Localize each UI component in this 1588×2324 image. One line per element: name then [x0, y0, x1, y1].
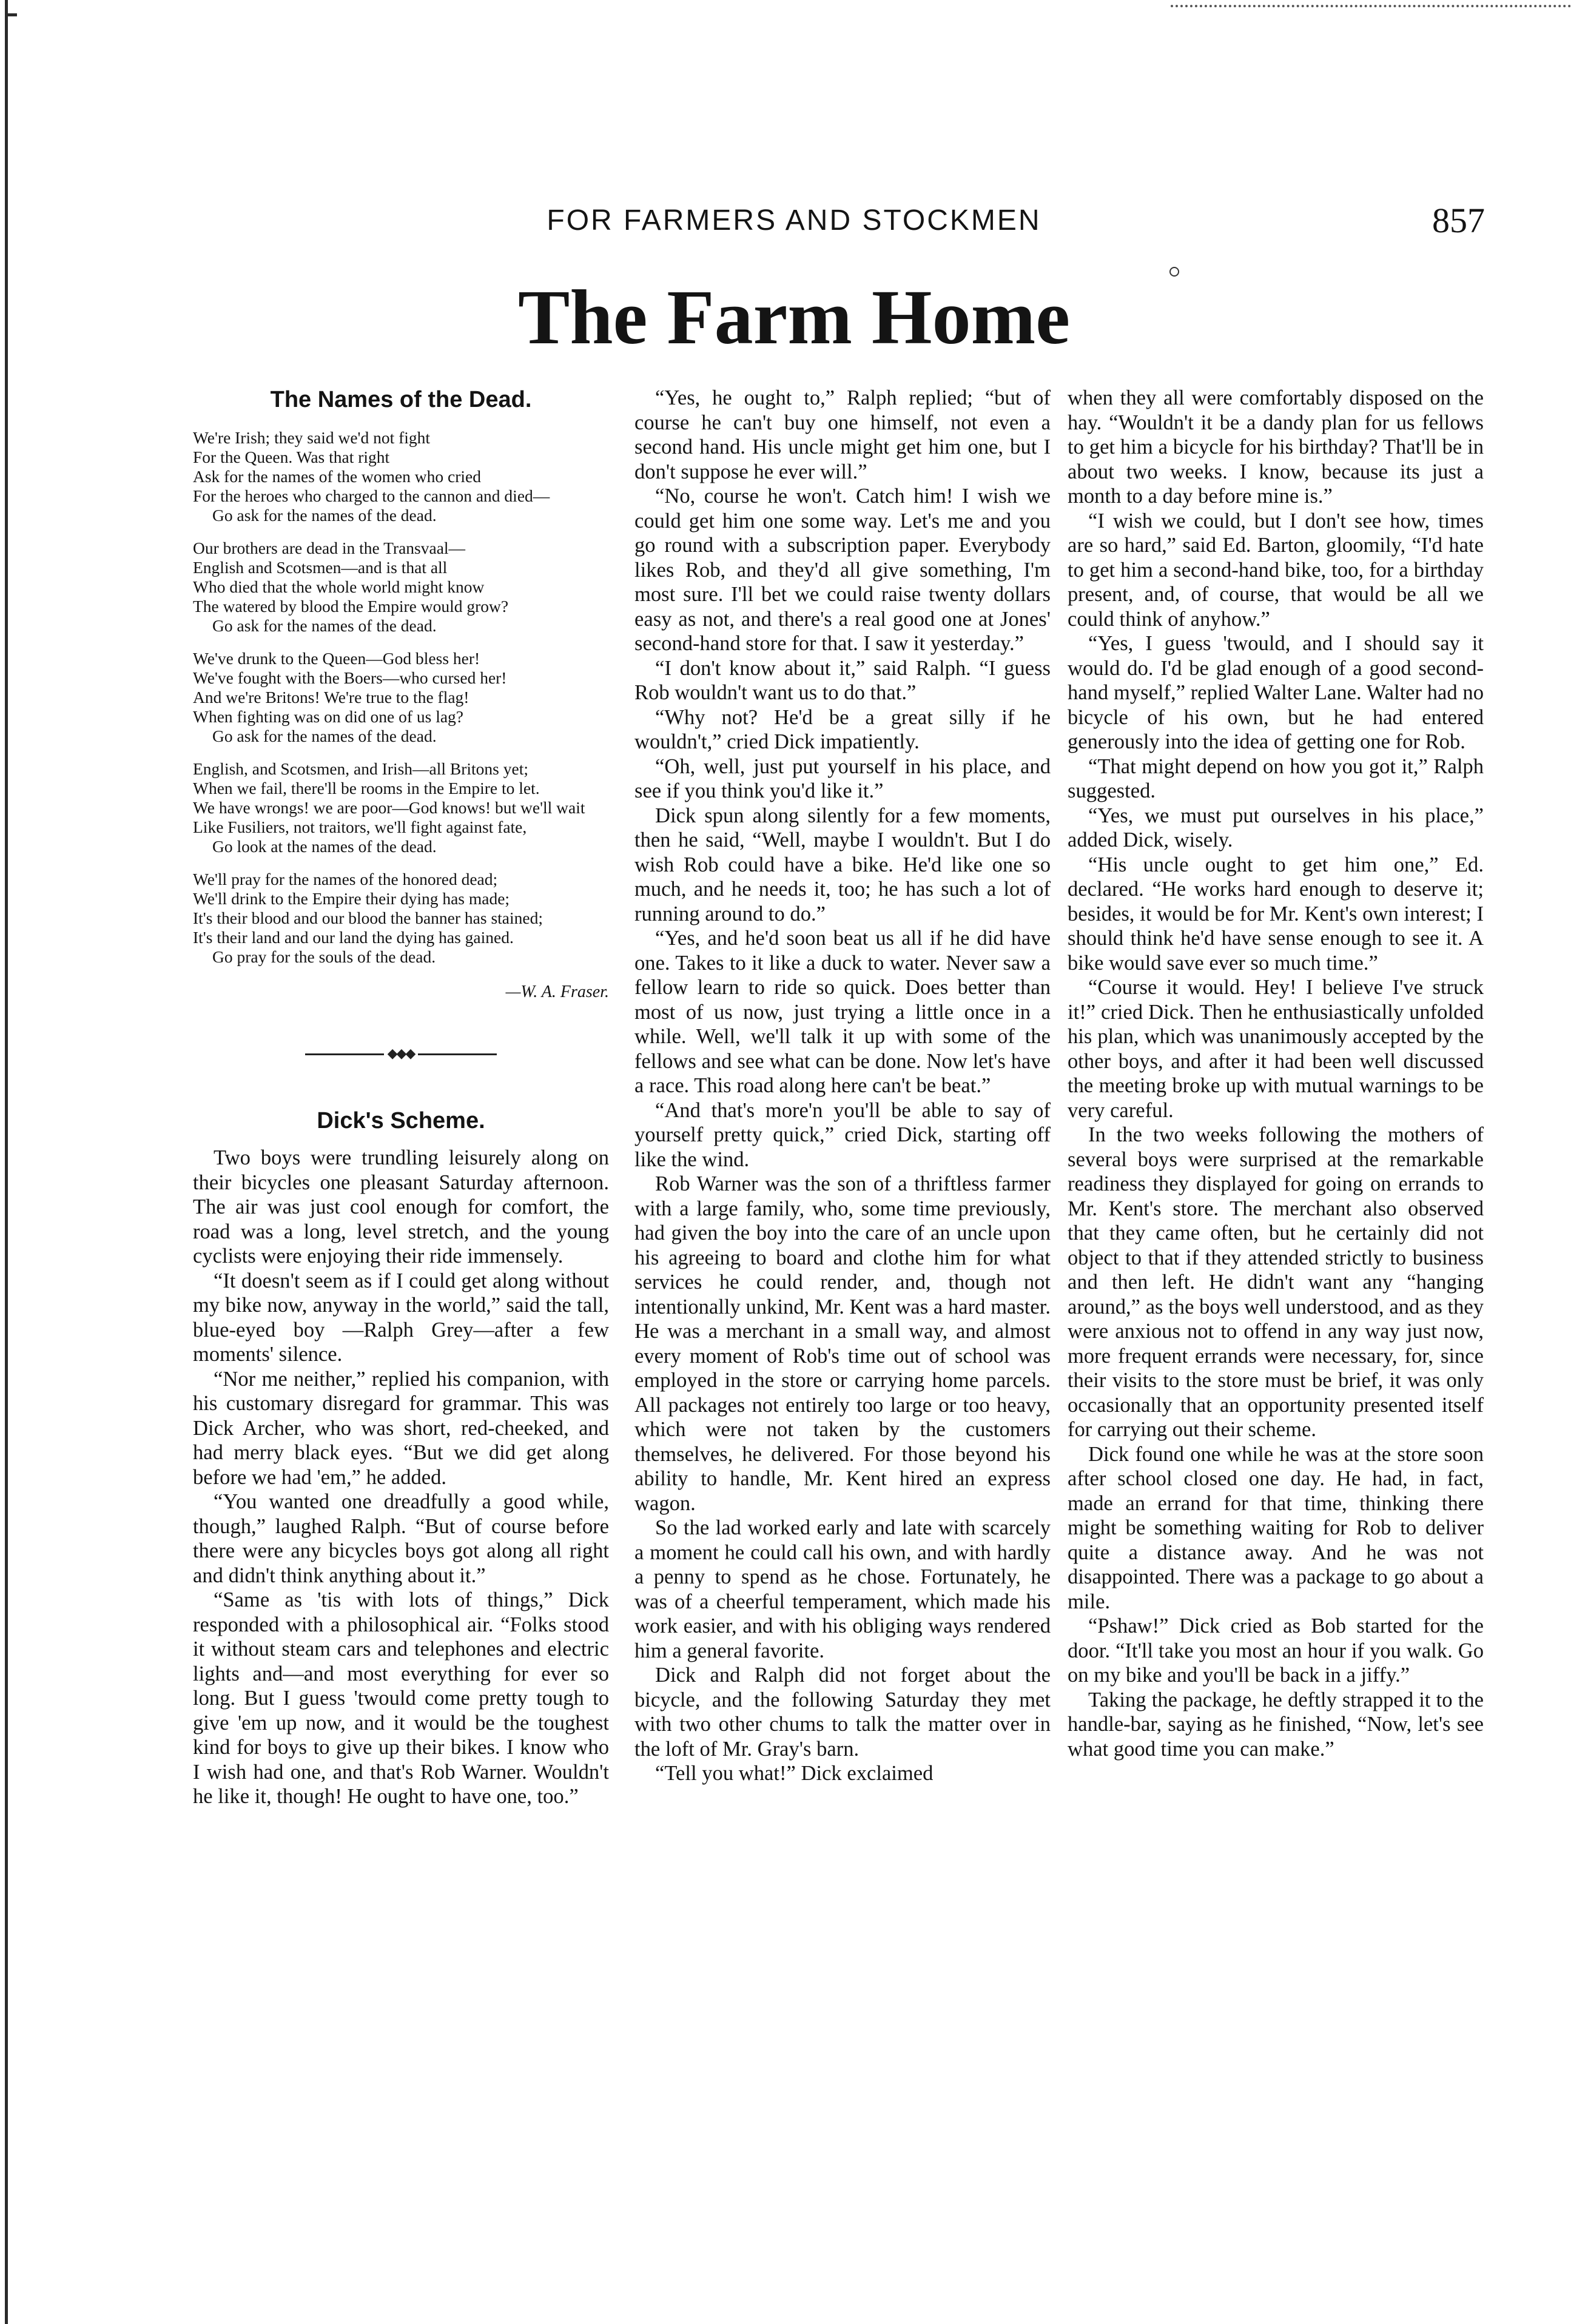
poem-line: The watered by blood the Empire would grow? — [193, 597, 509, 616]
story-paragraph: when they all were comfortably disposed on the hay. “Wouldn't it be a dandy plan for us fellows to get him a bicycle for his birthday? That'll be in about two weeks. I know, because its just a month to a day before mine is.” — [1068, 386, 1484, 508]
story-paragraph: Rob Warner was the son of a thriftless farmer with a large family, who, some time previously, had given the boy into the care of an uncle upon his agreeing to board and clothe him for what services he could render, and, though not intentionally unkind, Mr. Kent was a hard master. He was a merchant in a small way, and almost every moment of Rob's time out of school was employed in the store or carrying home parcels. All packages not entirely too large or too heavy, which were not taken by the customers themselves, he delivered. For those beyond his ability to handle, Mr. Kent hired an express wagon. — [634, 1172, 1051, 1515]
story-paragraph: “And that's more'n you'll be able to say of yourself pretty quick,” cried Dick, starting off like the wind. — [634, 1098, 1051, 1171]
poem-stanza — [193, 428, 609, 525]
poem-line: Ask for the names of the women who cried — [193, 467, 482, 486]
poem-line: Like Fusiliers, not traitors, we'll fight against fate, — [193, 818, 527, 836]
story-paragraph: In the two weeks following the mothers of several boys were surprised at the remarkable readiness they displayed for going on errands to Mr. Kent's store. The merchant also observed that they came often, but he certainly did not object to that if they attended strictly to business and then left. He didn't want any “hanging around,” as the boys well understood, and as they were anxious not to offend in any way just now, more frequent errands were necessary, for, since their visits to the store must be brief, it was only occasionally that an opportunity presented itself for carrying out their scheme. — [1068, 1123, 1484, 1441]
page-number: 857 — [1432, 201, 1485, 240]
story-paragraph: “Yes, he ought to,” Ralph replied; “but of course he can't buy one himself, not even a second hand. His uncle might get him one, but I don't suppose he ever will.” — [634, 386, 1051, 483]
story-paragraph: “It doesn't seem as if I could get along without my bike now, anyway in the world,” said the tall, blue-eyed boy —Ralph Grey—after a few moments' silence. — [193, 1269, 609, 1366]
story-paragraph: So the lad worked early and late with scarcely a moment he could call his own, and with hardly a penny to spend as he chose. Fortunately, he was of a cheerful temperament, which made his work easier, and with his obliging ways rendered him a general favorite. — [634, 1516, 1051, 1662]
poem-line: We've fought with the Boers—who cursed her! — [193, 668, 507, 687]
poem-refrain: Go ask for the names of the dead. — [212, 727, 437, 745]
poem-line: We have wrongs! we are poor—God knows! but we'll wait — [193, 798, 585, 817]
column-3 — [1068, 386, 1484, 2290]
poem-line: We'll pray for the names of the honored dead; — [193, 870, 498, 888]
section-title: The Farm Home — [518, 274, 1070, 360]
poem-body — [193, 428, 609, 967]
story-paragraph: “Pshaw!” Dick cried as Bob started for the door. “It'll take you most an hour if you walk. Go on my bike and you'll be back in a jiffy.” — [1068, 1614, 1484, 1687]
story-paragraph: “Same as 'tis with lots of things,” Dick responded with a philosophical air. “Folks stood it without steam cars and telephones and electric lights and—and most everything for ever so long. But I guess 'twould come pretty tough to give 'em up now, and it would be the toughest kind for boys to give up their bikes. I know who I wish had one, and that's Rob Warner. Wouldn't he like it, though! He ought to have one, too.” — [193, 1588, 609, 1808]
poem-line: For the Queen. Was that right — [193, 448, 390, 466]
section-divider: ◆◆◆ — [193, 1041, 609, 1066]
story-paragraph: Dick found one while he was at the store soon after school closed one day. He had, in fact, made an errand for that time, thinking there might be something waiting for Rob to deliver quite a distance away. And he was not disappointed. There was a package to go about a mile. — [1068, 1442, 1484, 1613]
story-paragraph: “You wanted one dreadfully a good while, though,” laughed Ralph. “But of course before there were any bicycles boys got along all right and didn't think anything about it.” — [193, 1490, 609, 1587]
poem-line: Our brothers are dead in the Transvaal— — [193, 539, 466, 557]
story-paragraph: “His uncle ought to get him one,” Ed. declared. “He works hard enough to deserve it; besides, it would be for Mr. Kent's own interest; I should think he'd have sense enough to see it. A bike would save ever so much time.” — [1068, 853, 1484, 975]
poem-line: When we fail, there'll be rooms in the Empire to let. — [193, 779, 540, 798]
poem-stanza — [193, 649, 609, 746]
story-paragraph: “Why not? He'd be a great silly if he wouldn't,” cried Dick impatiently. — [634, 705, 1051, 753]
print-dot — [1169, 267, 1179, 277]
page-edge-dots — [1171, 5, 1571, 7]
story-paragraph: “Nor me neither,” replied his companion, with his customary disregard for grammar. This was Dick Archer, who was short, red-cheeked, and had merry black eyes. “But we did get along before we had 'em,” he added. — [193, 1367, 609, 1489]
page-header — [0, 200, 1588, 249]
poem-stanza — [193, 870, 609, 967]
story-paragraph: “Oh, well, just put yourself in his place, and see if you think you'd like it.” — [634, 754, 1051, 802]
poem-line: When fighting was on did one of us lag? — [193, 707, 464, 726]
poem-line: English and Scotsmen—and is that all — [193, 558, 448, 577]
story-paragraph: “Tell you what!” Dick exclaimed — [655, 1762, 934, 1785]
poem-line: We've drunk to the Queen—God bless her! — [193, 649, 480, 668]
story-paragraph: “Course it would. Hey! I believe I've struck it!” cried Dick. Then he enthusiastically unfolded his plan, which was unanimously accepted by the other boys, and after it had been well discussed the meeting broke up with mutual warnings to be very careful. — [1068, 976, 1484, 1122]
story-column-1 — [193, 1146, 609, 1809]
story-paragraph: “I wish we could, but I don't see how, times are so hard,” said Ed. Barton, gloomily, “I'd hate to get him a second-hand bike, too, for a birthday present, and, of course, that would be all we could think of anyhow.” — [1068, 509, 1484, 631]
poem-stanza — [193, 539, 609, 636]
poem-line: It's their land and our land the dying has gained. — [193, 928, 514, 947]
story-paragraph: Two boys were trundling leisurely along on their bicycles one pleasant Saturday afternoon. The air was just cool enough for comfort, the road was a long, level stretch, and the young cyclists were enjoying their ride immensely. — [193, 1146, 609, 1268]
poem-refrain: Go ask for the names of the dead. — [212, 616, 437, 635]
poem-line: And we're Britons! We're true to the flag! — [193, 688, 469, 707]
running-title: FOR FARMERS AND STOCKMEN — [547, 204, 1041, 237]
poem-line: We'll drink to the Empire their dying has made; — [193, 889, 510, 908]
column-1 — [193, 386, 609, 2290]
poem-line: For the heroes who charged to the cannon and died— — [193, 486, 550, 505]
poem-line: It's their blood and our blood the banner has stained; — [193, 908, 543, 927]
page-edge-tick — [5, 13, 17, 16]
poem-line: We're Irish; they said we'd not fight — [193, 428, 431, 447]
poem-line: English, and Scotsmen, and Irish—all Britons yet; — [193, 759, 528, 778]
story-paragraph: “I don't know about it,” said Ralph. “I guess Rob wouldn't want us to do that.” — [634, 656, 1051, 704]
story-paragraph: “No, course he won't. Catch him! I wish we could get him one some way. Let's me and you go round with a subscription paper. Everybody likes Rob, and they'd all give something, I'm most sure. I'll bet we could raise twenty dollars easy as not, and there's a real good one at Jones' second-hand store for that. I saw it yesterday.” — [634, 485, 1051, 655]
column-2 — [634, 386, 1051, 2290]
story-paragraph: “That might depend on how you got it,” Ralph suggested. — [1068, 754, 1484, 802]
story-title: Dick's Scheme. — [317, 1108, 485, 1133]
poem-refrain: Go pray for the souls of the dead. — [212, 947, 436, 966]
poem-refrain: Go look at the names of the dead. — [212, 837, 437, 856]
poem-author: —W. A. Fraser. — [505, 982, 609, 1001]
poem-stanza — [193, 759, 609, 856]
poem-line: Who died that the whole world might know — [193, 577, 485, 596]
story-paragraph: Dick spun along silently for a few moments, then he said, “Well, maybe I wouldn't. But I do wish Rob could have a bike. He'd like one so much, and he needs it, too; he has such a lot of running around to do.” — [634, 804, 1051, 925]
poem-refrain: Go ask for the names of the dead. — [212, 506, 437, 525]
poem-title: The Names of the Dead. — [270, 387, 532, 412]
story-paragraph: Dick and Ralph did not forget about the bicycle, and the following Saturday they met with two other chums to talk the matter over in the loft of Mr. Gray's barn. — [634, 1664, 1051, 1761]
story-paragraph: “Yes, I guess 'twould, and I should say it would do. I'd be glad enough of a good second-hand myself,” replied Walter Lane. Walter had no bicycle of his own, but he had entered generously into the idea of getting one for Rob. — [1068, 632, 1484, 753]
story-paragraph: “Yes, we must put ourselves in his place,” added Dick, wisely. — [1068, 804, 1484, 851]
story-paragraph: “Yes, and he'd soon beat us all if he did have one. Takes to it like a duck to water. Never saw a fellow learn to ride so quick. Does better than most of us now, just trying a little once in a while. Well, we'll talk it up with some of the fellows and see what can be done. Now let's have a race. This road along here can't be beat.” — [634, 927, 1051, 1097]
story-paragraph: Taking the package, he deftly strapped it to the handle-bar, saying as he finished, “Now, let's see what good time you can make.” — [1068, 1688, 1484, 1761]
